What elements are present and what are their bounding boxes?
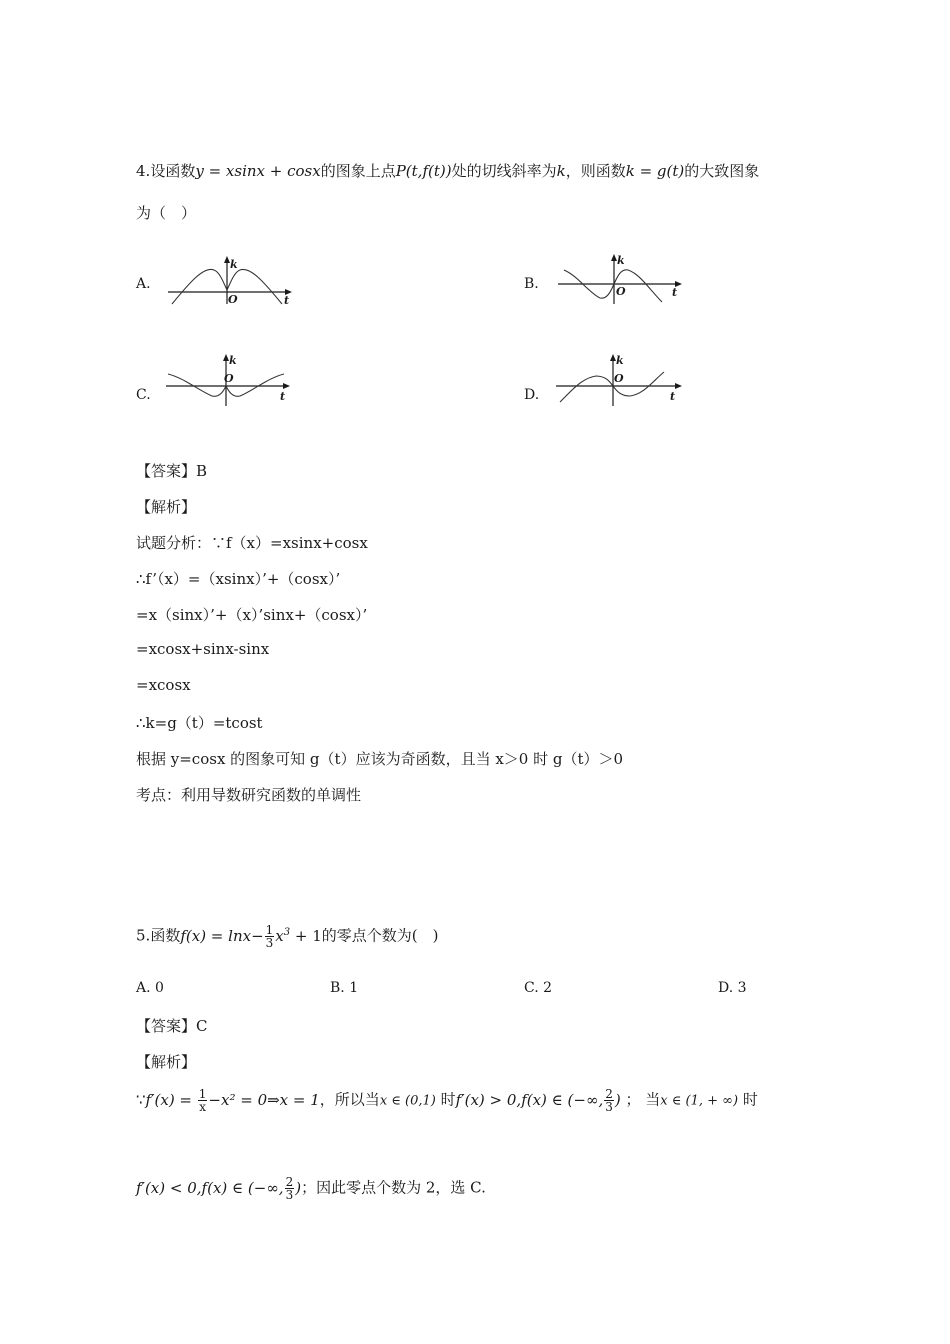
q5-answer: 【答案】C [136, 1017, 208, 1035]
q4-analysis-line: =xcosx [136, 676, 191, 694]
q4-analysis-line: 根据 y=cosx 的图象可知 g（t）应该为奇函数，且当 x＞0 时 g（t）＞0 [136, 750, 624, 768]
svg-text:t: t [670, 390, 676, 403]
q4-analysis-line: =x（sinx）’+（x）’sinx+（cosx）’ [136, 606, 368, 624]
q5-number: 5. [136, 926, 151, 945]
q4-option-d-graph[interactable] [552, 352, 692, 408]
svg-text:k: k [617, 254, 625, 267]
q4-answer: 【答案】B [136, 462, 208, 480]
q4-eq-k: k [556, 162, 566, 180]
q4-option-b-graph[interactable] [552, 252, 692, 308]
axis-o-label: O [228, 293, 238, 306]
q4-stem-line2: 为（ ） [136, 204, 197, 222]
q4-option-c-label[interactable]: C. [136, 387, 151, 403]
q5-equation: f(x) = lnx− $\frac{1}{3}$ $x^3 + 1$ [180, 923, 322, 950]
q5-stem: 5.函数f(x) = lnx− $\frac{1}{3}$ $x^3 + 1$的零点个数为( ) [136, 923, 439, 950]
q4-option-a-label[interactable]: A. [136, 276, 151, 292]
q4-eq-g: k = g(t) [625, 162, 685, 180]
q4-eq-y: y = xsinx + cosx [195, 162, 321, 180]
q5-option-c[interactable]: C. 2 [524, 980, 553, 996]
svg-text:O: O [616, 285, 626, 298]
svg-text:k: k [229, 354, 237, 367]
q4-option-b-label[interactable]: B. [524, 276, 539, 292]
axis-k-label: k [230, 258, 238, 271]
svg-text:k: k [616, 354, 624, 367]
q4-analysis-line: ∴f’（x）=（xsinx）’+（cosx）’ [136, 570, 341, 588]
q4-analysis-line: =xcosx+sinx-sinx [136, 640, 270, 658]
svg-text:O: O [614, 372, 624, 385]
svg-text:t: t [672, 286, 678, 299]
q4-option-c-graph[interactable] [160, 352, 300, 408]
q4-number: 4. [136, 162, 151, 180]
q4-analysis-title: 【解析】 [136, 498, 197, 516]
q5-option-d[interactable]: D. 3 [718, 980, 747, 996]
q4-stem-line1: 4.设函数y = xsinx + cosx的图象上点P(t,f(t))处的切线斜率为k，则函数k = g(t)的大致图象 [136, 162, 760, 180]
axis-t-label: t [284, 294, 290, 307]
q4-analysis-point: 考点：利用导数研究函数的单调性 [136, 786, 362, 804]
q5-option-a[interactable]: A. 0 [136, 980, 164, 996]
svg-text:t: t [280, 390, 286, 403]
q5-option-b[interactable]: B. 1 [330, 980, 359, 996]
q4-analysis-line: ∴k=g（t）=tcost [136, 714, 263, 732]
q4-eq-point: P(t,f(t)) [395, 162, 452, 180]
q4-analysis-line: 试题分析：∵f（x）=xsinx+cosx [136, 534, 368, 552]
q5-solution-line2: f′(x) < 0,f(x) ∈ (−∞, $\frac{2}{3}$ )；因此零点个数为 2，选 C. [136, 1175, 486, 1202]
svg-text:O: O [224, 372, 234, 385]
q4-option-d-label[interactable]: D. [524, 387, 540, 403]
q5-solution-line1: ∵f′(x) = $\frac{1}{x}$ −x² = 0⇒x = 1，所以当x ∈ (0,1) 时f′(x) > 0,f(x) ∈ (−∞, $\frac{2}{3}$ ) ； 当x ∈ (1, + ∞) 时 [136, 1087, 758, 1114]
q5-analysis-title: 【解析】 [136, 1053, 197, 1071]
q4-option-a-graph[interactable] [160, 252, 300, 308]
